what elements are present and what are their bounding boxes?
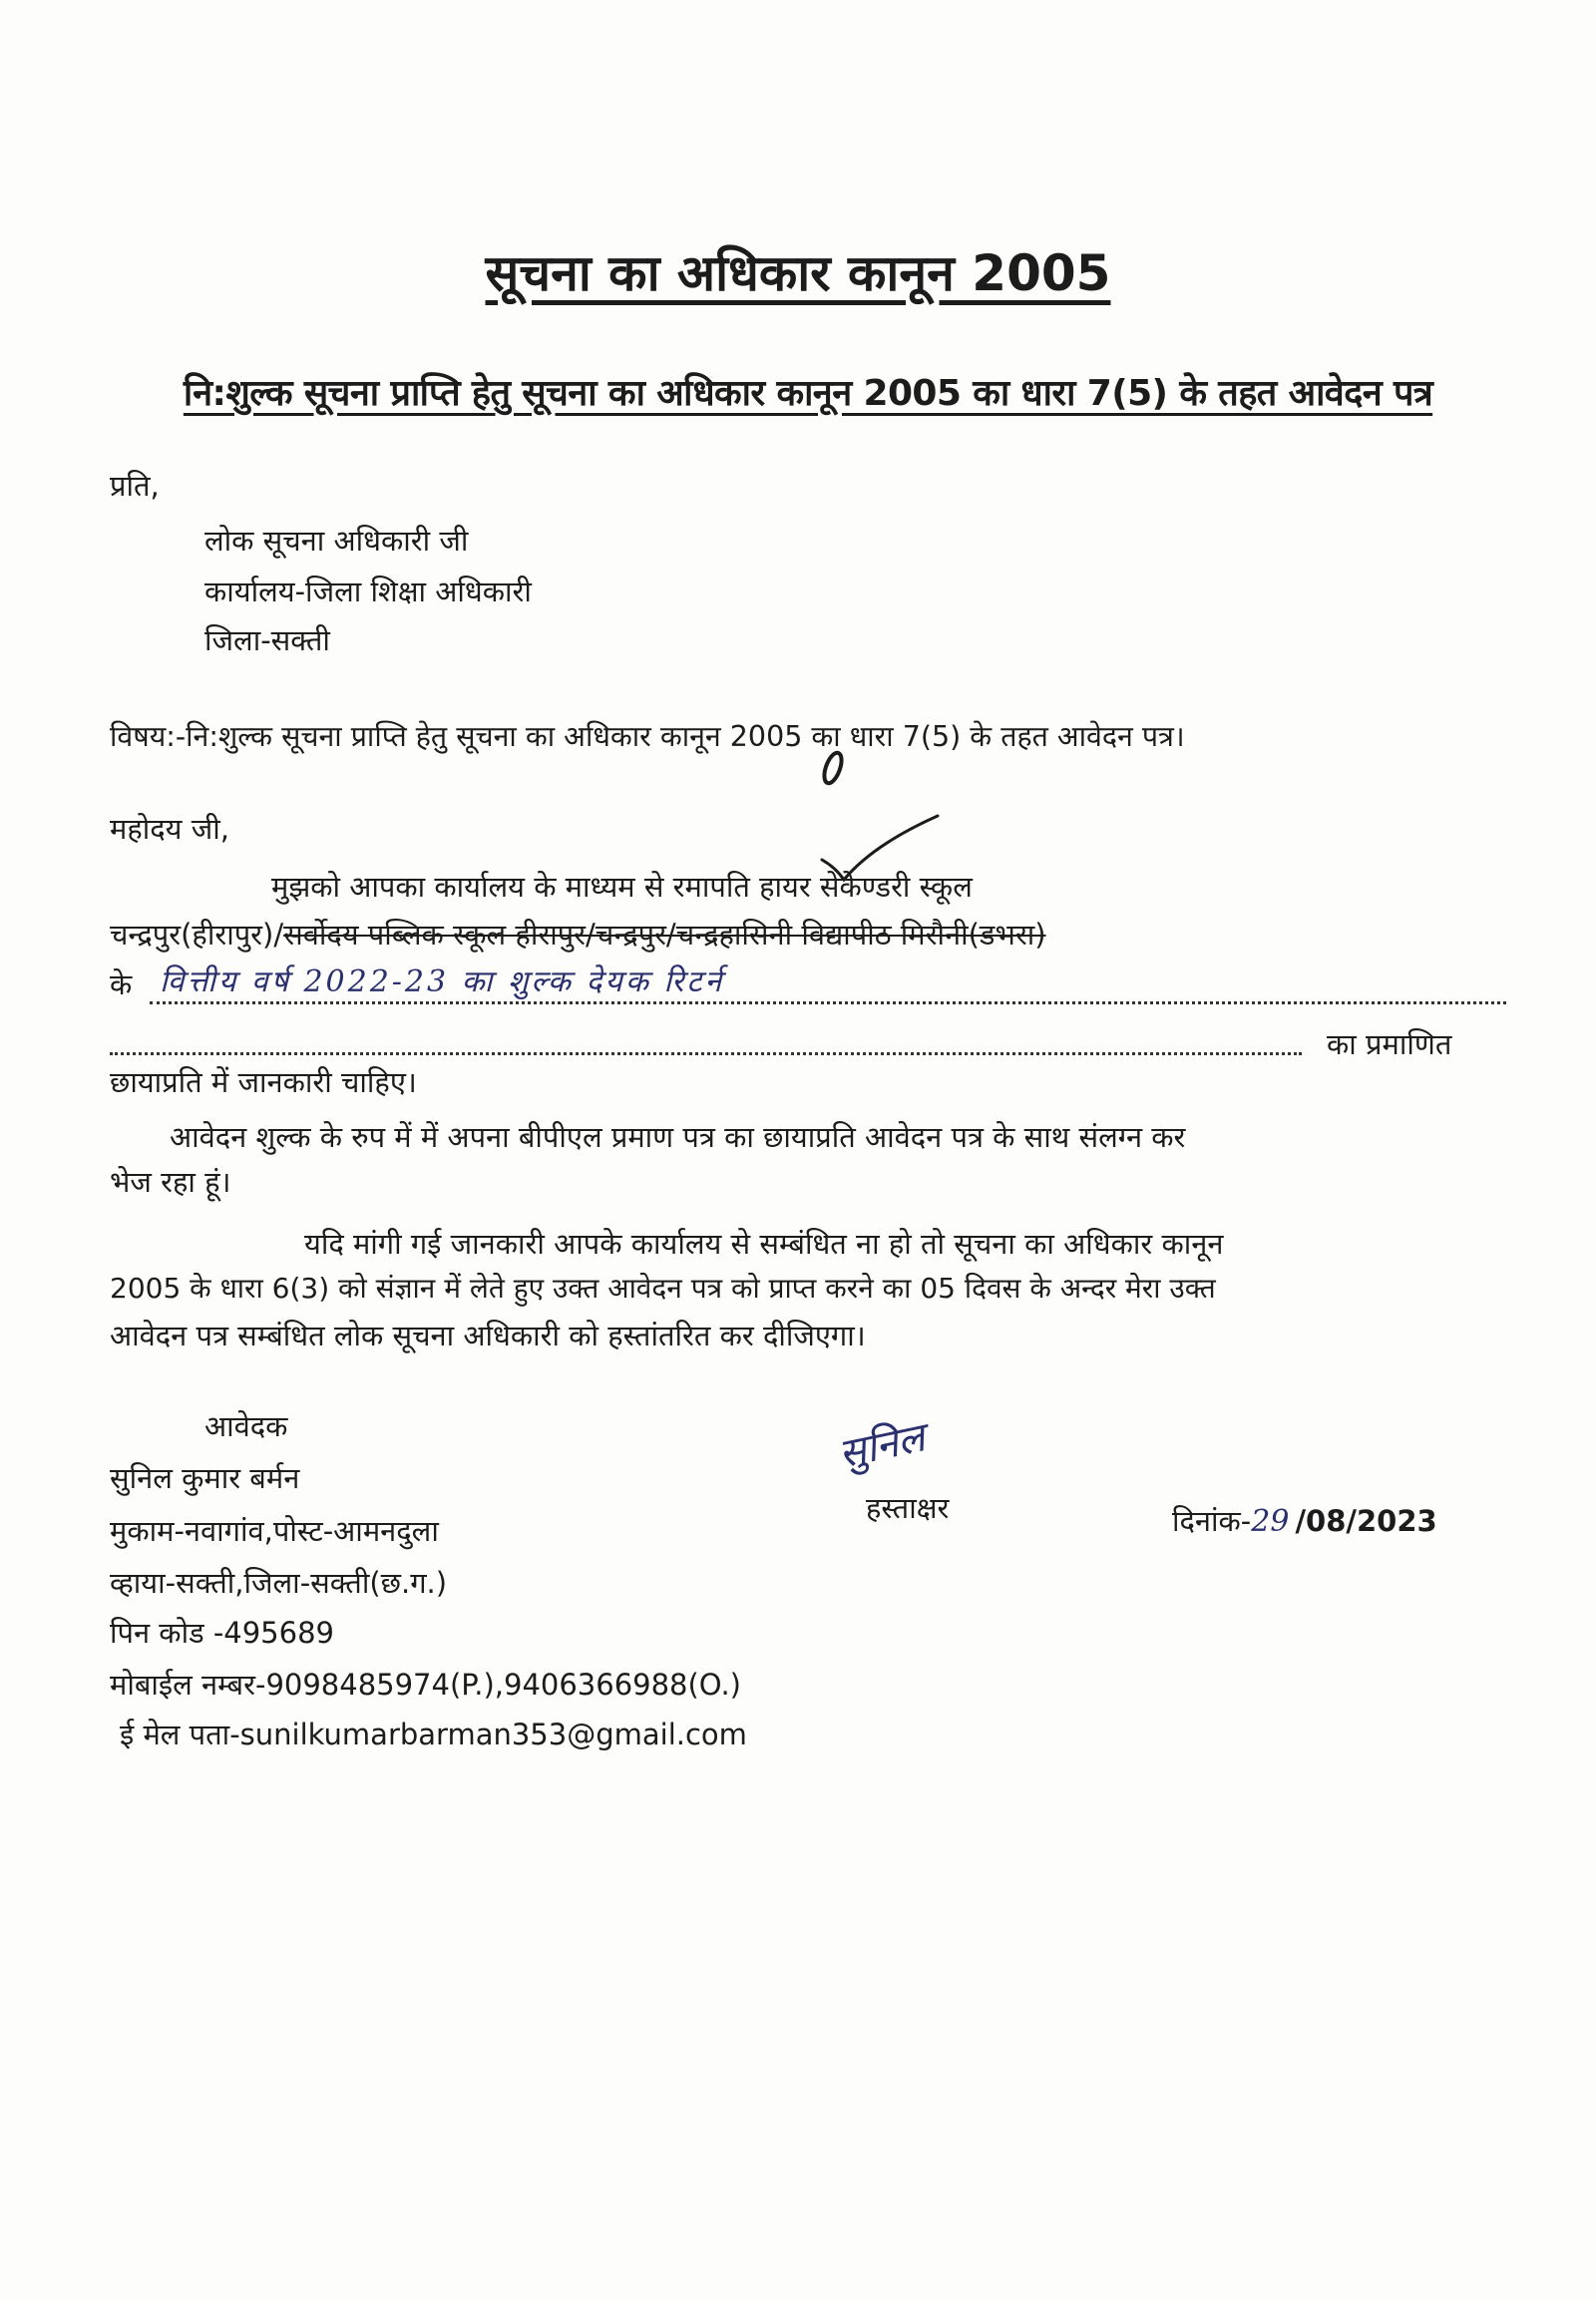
para-3-line-1: यदि मांगी गई जानकारी आपके कार्यालय से सम्बंधित ना हो तो सूचना का अधिकार कानून — [304, 1227, 1224, 1261]
recipient-line-2: कार्यालय-जिला शिक्षा अधिकारी — [204, 575, 532, 608]
date-day-handwritten: 29 — [1251, 1504, 1290, 1539]
applicant-pincode: पिन कोड -495689 — [110, 1616, 334, 1650]
school-option-selected: चन्द्रपुर(हीरापुर)/ — [110, 918, 284, 952]
applicant-email: ई मेल पता-sunilkumarbarman353@gmail.com — [120, 1718, 747, 1751]
salutation: महोदय जी, — [110, 812, 229, 846]
handwritten-request: वित्तीय वर्ष 2022-23 का शुल्क देयक रिटर्न — [160, 964, 725, 999]
body-line-5: छायाप्रति में जानकारी चाहिए। — [110, 1065, 417, 1099]
applicant-label: आवेदक — [204, 1409, 288, 1443]
ink-blot-mark — [813, 743, 853, 793]
handwritten-signature: सुनिल — [834, 1414, 930, 1478]
para-2-line-1: आवेदन शुल्क के रुप में में अपना बीपीएल प्रमाण पत्र का छायाप्रति आवेदन पत्र के साथ संलग्न कर — [170, 1120, 1186, 1154]
date-label: दिनांक- — [1172, 1504, 1252, 1538]
dotted-line-2 — [110, 1052, 1302, 1055]
applicant-name: सुनिल कुमार बर्मन — [110, 1461, 300, 1495]
recipient-line-3: जिला-सक्ती — [204, 623, 330, 657]
recipient-to: प्रति, — [110, 469, 160, 503]
date-field — [1172, 1504, 1437, 1540]
para-2-line-2: भेज रहा हूं। — [110, 1165, 231, 1199]
page-title: सूचना का अधिकार कानून 2005 — [485, 244, 1111, 302]
recipient-line-1: लोक सूचना अधिकारी जी — [204, 524, 469, 558]
para-3-line-3: आवेदन पत्र सम्बंधित लोक सूचना अधिकारी को हस्तांतरित कर दीजिएगा। — [110, 1319, 866, 1352]
page-subtitle: नि:शुल्क सूचना प्राप्ति हेतु सूचना का अधिकार कानून 2005 का धारा 7(5) के तहत आवेदन पत्र — [183, 373, 1433, 414]
body-line-2 — [110, 918, 1046, 953]
para-3-line-2: 2005 के धारा 6(3) को संज्ञान में लेते हुए उक्त आवेदन पत्र को प्राप्त करने का 05 दिवस के अन्दर मेरा उक्त — [110, 1272, 1216, 1305]
body-line-4-suffix: का प्रमाणित — [1327, 1027, 1452, 1061]
applicant-address-1: मुकाम-नवागांव,पोस्ट-आमनदुला — [110, 1514, 439, 1548]
applicant-mobile: मोबाईल नम्बर-9098485974(P.),9406366988(O.) — [110, 1668, 741, 1702]
body-line-1: मुझको आपका कार्यालय के माध्यम से रमापति हायर सेकेण्डरी स्कूल — [271, 870, 973, 904]
signature-label: हस्ताक्षर — [866, 1491, 950, 1525]
body-line-3-prefix: के — [110, 967, 133, 1001]
subject-line: विषय:-नि:शुल्क सूचना प्राप्ति हेतु सूचना का अधिकार कानून 2005 का धारा 7(5) के तहत आवेदन पत्र। — [110, 720, 1185, 753]
applicant-address-2: व्हाया-सक्ती,जिला-सक्ती(छ.ग.) — [110, 1566, 448, 1600]
date-month-year: /08/2023 — [1295, 1504, 1437, 1538]
dotted-line-1 — [150, 1001, 1506, 1004]
school-options-struck: सर्वोदय पब्लिक स्कूल हीरापुर/चन्द्रपुर/चन्द्रहासिनी विद्यापीठ मिरौनी(डभरा) — [283, 918, 1046, 952]
